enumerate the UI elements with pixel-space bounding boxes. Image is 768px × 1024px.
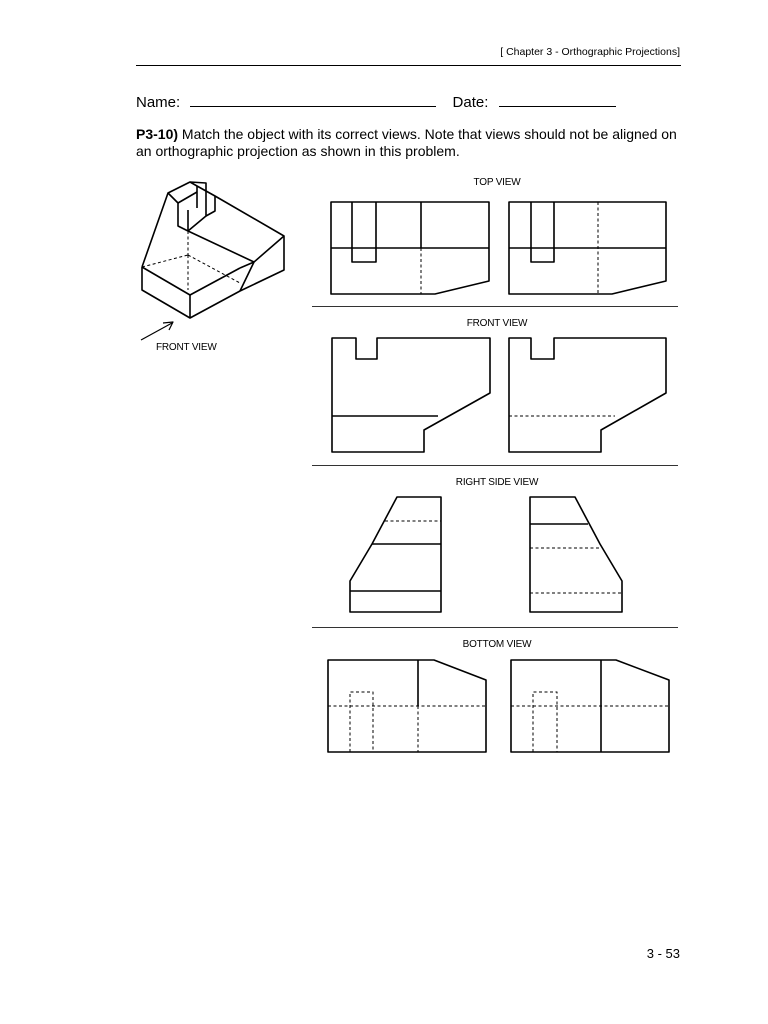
name-label: Name: bbox=[136, 94, 181, 111]
bottom-view-b bbox=[511, 660, 669, 752]
chapter-header: [ Chapter 3 - Orthographic Projections] bbox=[500, 46, 680, 58]
right-side-view-b bbox=[530, 497, 622, 612]
page-number: 3 - 53 bbox=[646, 946, 680, 961]
bottom-view-label: BOTTOM VIEW bbox=[462, 639, 532, 650]
top-view-label: TOP VIEW bbox=[473, 177, 521, 188]
iso-front-view-label: FRONT VIEW bbox=[156, 342, 217, 353]
right-side-view-a bbox=[350, 497, 441, 612]
front-view-a bbox=[332, 338, 490, 452]
date-label: Date: bbox=[452, 94, 489, 111]
top-view-a bbox=[331, 202, 489, 294]
isometric-object bbox=[141, 182, 284, 340]
bottom-view-a bbox=[328, 660, 486, 752]
problem-number: P3-10) bbox=[136, 126, 179, 142]
front-view-b bbox=[509, 338, 666, 452]
problem-text: Match the object with its correct views. Note that views should not be aligned on an orthographic projection as shown in this problem. bbox=[136, 126, 677, 159]
front-view-label: FRONT VIEW bbox=[466, 318, 528, 329]
top-view-b bbox=[509, 202, 666, 294]
right-side-view-label: RIGHT SIDE VIEW bbox=[455, 477, 539, 488]
